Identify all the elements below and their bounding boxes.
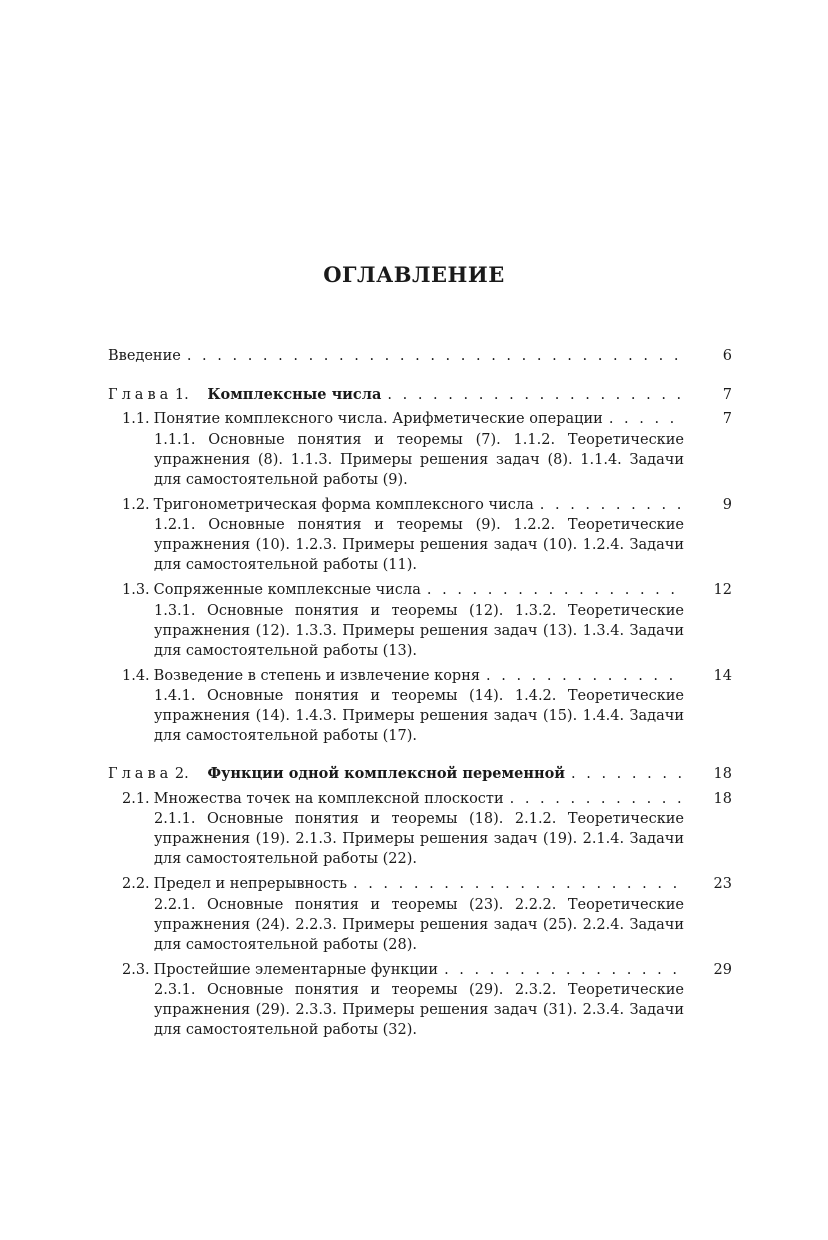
chapter-title: Функции одной комплексной переменной xyxy=(207,765,566,782)
chapter-word: Глава xyxy=(108,766,173,782)
toc-section-1-1[interactable] xyxy=(122,409,732,490)
section-title: Тригонометрическая форма комплексного числа xyxy=(153,496,534,513)
toc-section-2-3[interactable] xyxy=(122,960,732,1041)
dot-leader xyxy=(444,960,682,981)
dot-leader xyxy=(486,666,682,687)
toc-entry-label: Введение xyxy=(108,348,181,364)
section-number: 2.1. xyxy=(122,790,150,807)
page-number: 12 xyxy=(713,582,732,598)
subsection-list: 2.1.1. Основные понятия и теоремы (18). 2.1.2. Теоретические упражнения (19). 2.1.3. Примеры решения задач (19). 2.1.4. Задачи для самостоятельной работы (22). xyxy=(154,811,684,867)
toc-section-2-1[interactable] xyxy=(122,789,732,870)
dot-leader xyxy=(387,385,682,406)
chapter-number: 2. xyxy=(174,766,189,782)
page-number: 6 xyxy=(722,348,732,364)
subsection-list: 1.4.1. Основные понятия и теоремы (14). 1.4.2. Теоретические упражнения (14). 1.4.3. Примеры решения задач (15). 1.4.4. Задачи для самостоятельной работы (17). xyxy=(154,688,684,744)
chapter-heading xyxy=(108,385,381,406)
subsection-list: 2.3.1. Основные понятия и теоремы (29). 2.3.2. Теоретические упражнения (29). 2.3.3. Примеры решения задач (31). 2.3.4. Задачи для самостоятельной работы (32). xyxy=(154,982,684,1038)
section-number: 1.4. xyxy=(122,667,150,684)
page-number: 7 xyxy=(722,411,732,427)
dot-leader xyxy=(353,874,682,895)
dot-leader xyxy=(187,346,682,367)
section-title: Простейшие элементарные функции xyxy=(153,961,439,978)
toc-section-1-3[interactable] xyxy=(122,580,732,661)
page-number: 18 xyxy=(713,790,732,807)
section-title: Сопряженные комплексные числа xyxy=(153,582,421,598)
toc-section-2-2[interactable] xyxy=(122,874,732,955)
chapter-title: Комплексные числа xyxy=(207,385,382,403)
section-title: Множества точек на комплексной плоскости xyxy=(153,790,504,807)
toc-section-1-2[interactable] xyxy=(122,495,732,576)
subsection-list: 1.1.1. Основные понятия и теоремы (7). 1.1.2. Теоретические упражнения (8). 1.1.3. Примеры решения задач (8). 1.1.4. Задачи для самостоятельной работы (9). xyxy=(154,431,684,488)
dot-leader xyxy=(571,764,682,785)
chapter-heading xyxy=(108,764,565,785)
chapter-number: 1. xyxy=(174,386,189,403)
page-number: 29 xyxy=(713,961,732,978)
page-number: 9 xyxy=(722,496,732,513)
dot-leader xyxy=(540,495,682,516)
dot-leader xyxy=(427,580,682,601)
toc-entry-intro[interactable] xyxy=(108,346,732,367)
table-of-contents xyxy=(108,344,732,1040)
subsection-list: 2.2.1. Основные понятия и теоремы (23). 2.2.2. Теоретические упражнения (24). 2.2.3. Примеры решения задач (25). 2.2.4. Задачи для самостоятельной работы (28). xyxy=(154,896,684,953)
dot-leader xyxy=(609,409,682,430)
page-title: ОГЛАВЛЕНИЕ xyxy=(323,262,505,287)
section-title: Возведение в степень и извлечение корня xyxy=(153,667,481,684)
section-title: Понятие комплексного числа. Арифметические операции xyxy=(153,411,603,427)
toc-chapter-1[interactable] xyxy=(108,385,732,406)
toc-chapter-2[interactable] xyxy=(108,764,732,785)
section-number: 2.3. xyxy=(122,961,150,978)
page-number: 14 xyxy=(713,667,732,684)
section-title: Предел и непрерывность xyxy=(153,876,347,892)
page-number: 23 xyxy=(713,876,732,892)
toc-section-1-4[interactable] xyxy=(122,666,732,747)
section-number: 2.2. xyxy=(122,876,150,892)
page-number: 18 xyxy=(713,766,732,782)
dot-leader xyxy=(510,789,682,810)
subsection-list: 1.3.1. Основные понятия и теоремы (12). 1.3.2. Теоретические упражнения (12). 1.3.3. Примеры решения задач (13). 1.3.4. Задачи для самостоятельной работы (13). xyxy=(154,602,684,659)
section-number: 1.1. xyxy=(122,411,150,427)
section-number: 1.2. xyxy=(122,496,150,513)
section-number: 1.3. xyxy=(122,582,150,598)
chapter-word: Глава xyxy=(108,386,173,403)
page-number: 7 xyxy=(722,386,732,403)
subsection-list: 1.2.1. Основные понятия и теоремы (9). 1.2.2. Теоретические упражнения (10). 1.2.3. Примеры решения задач (10). 1.2.4. Задачи для самостоятельной работы (11). xyxy=(154,517,684,573)
